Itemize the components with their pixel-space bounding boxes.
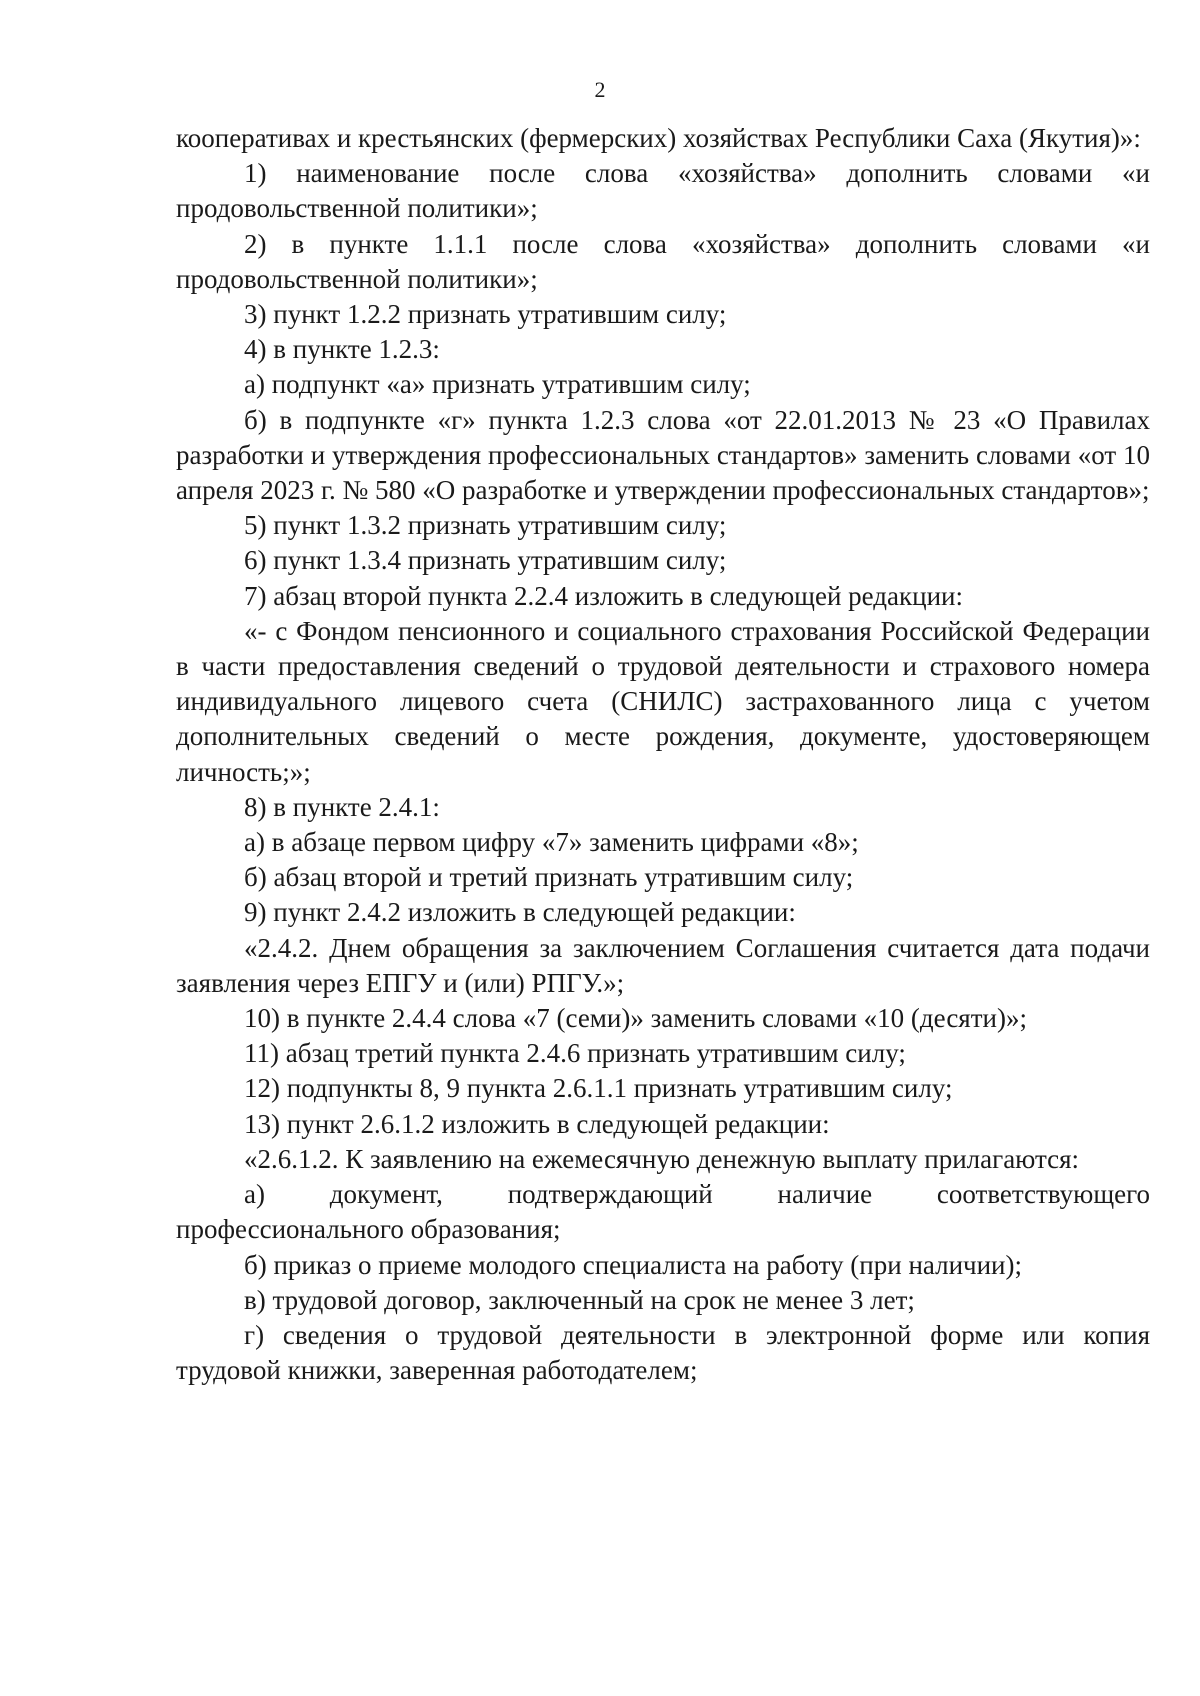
paragraph-sub-b: б) приказ о приеме молодого специалиста на работу (при наличии); — [244, 1249, 1023, 1280]
paragraph-item-5: 5) пункт 1.3.2 признать утратившим силу; — [244, 510, 727, 541]
paragraph-item-8: 8) в пункте 2.4.1: — [244, 791, 440, 822]
paragraph-sub-a: а) документ, подтверждающий наличие соответствующего профессионального образования; — [176, 1179, 1150, 1245]
document-body — [176, 121, 1150, 1388]
paragraph-item-11: 11) абзац третий пункта 2.4.6 признать утратившим силу; — [244, 1038, 906, 1069]
paragraph-item-3: 3) пункт 1.2.2 признать утратившим силу; — [244, 299, 727, 330]
page-number: 2 — [594, 77, 606, 102]
paragraph-item-1: 1) наименование после слова «хозяйства» дополнить словами «и продовольственной политики»; — [176, 158, 1150, 224]
paragraph-item-9: 9) пункт 2.4.2 изложить в следующей редакции: — [244, 897, 796, 928]
paragraph-quote-2-6-1-2: «2.6.1.2. К заявлению на ежемесячную денежную выплату прилагаются: — [244, 1143, 1080, 1174]
paragraph-item-8a: а) в абзаце первом цифру «7» заменить цифрами «8»; — [244, 827, 859, 858]
paragraph-continuation: кооперативах и крестьянских (фермерских) хозяйствах Республики Саха (Якутия)»: — [176, 123, 1141, 153]
paragraph-item-6: 6) пункт 1.3.4 признать утратившим силу; — [244, 545, 727, 576]
paragraph-item-4: 4) в пункте 1.2.3: — [244, 334, 440, 365]
paragraph-item-4b: б) в подпункте «г» пункта 1.2.3 слова «от 22.01.2013 № 23 «О Правилах разработки и утверждения профессиональных стандартов» заменить словами «от 10 апреля 2023 г. № 580 «О разработке и утверждении профессиональных стандартов»; — [176, 404, 1150, 506]
paragraph-quote-fund: «- с Фондом пенсионного и социального страхования Российской Федерации в части предоставления сведений о трудовой деятельности и страхового номера индивидуального лицевого счета (СНИЛС) застрахованного лица с учетом дополнительных сведений о месте рождения, документе, удостоверяющем личность;»; — [176, 615, 1150, 787]
paragraph-quote-2-4-2: «2.4.2. Днем обращения за заключением Соглашения считается дата подачи заявления через ЕПГУ и (или) РПГУ.»; — [176, 932, 1150, 998]
paragraph-item-2: 2) в пункте 1.1.1 после слова «хозяйства» дополнить словами «и продовольственной политики»; — [176, 228, 1150, 294]
paragraph-item-8b: б) абзац второй и третий признать утратившим силу; — [244, 862, 854, 893]
paragraph-item-13: 13) пункт 2.6.1.2 изложить в следующей редакции: — [244, 1108, 830, 1139]
paragraph-item-12: 12) подпункты 8, 9 пункта 2.6.1.1 признать утратившим силу; — [244, 1073, 953, 1104]
paragraph-item-4a: а) подпункт «а» признать утратившим силу; — [244, 369, 751, 400]
paragraph-sub-g: г) сведения о трудовой деятельности в электронной форме или копия трудовой книжки, заверенная работодателем; — [176, 1319, 1150, 1386]
paragraph-sub-v: в) трудовой договор, заключенный на срок не менее 3 лет; — [244, 1284, 915, 1315]
paragraph-item-7: 7) абзац второй пункта 2.2.4 изложить в следующей редакции: — [244, 580, 963, 611]
paragraph-item-10: 10) в пункте 2.4.4 слова «7 (семи)» заменить словами «10 (десяти)»; — [244, 1003, 1027, 1034]
